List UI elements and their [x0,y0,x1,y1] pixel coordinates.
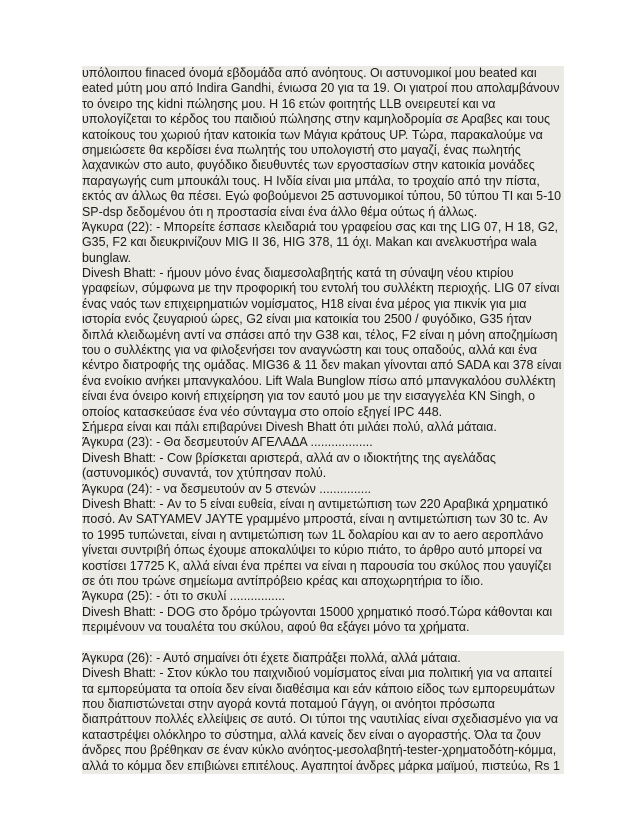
text-line: άνδρες που βρέθηκαν σε έναν κύκλο ανόητος-μεσολαβητή-tester-χρηματοδότη-κόμμα, [82,743,564,758]
text-line: Divesh Bhatt: - Cow βρίσκεται αριστερά, αλλά αν ο ιδιοκτήτης της αγελάδας [82,451,564,466]
text-line: που διαπιστώνεται στην αγορά κοντά ποταμού Γάγγη, οι ανόητοι πρόσωπα [82,697,564,712]
text-line: σημειώσετε θα κερδίσει ένα πωλητής του υπολογιστή στο μαγαζί, ένας πωλητής [82,143,564,158]
text-line: γραφείων, σύμφωνα με την προφορική του εντολή του συλλέκτη περιοχής. LIG 07 είναι [82,281,564,296]
text-line: κέντρο διατροφής της ομάδας. MIG36 & 11 δεν makan γίνονται από SADA και 378 είναι [82,358,564,373]
text-line: Άγκυρα (22): - Μπορείτε έσπασε κλειδαριά του γραφείου σας και της LIG 07, H 18, G2, [82,220,564,235]
text-line: εκτός αν άλλως θα πέσει. Εγώ φοβούμενοι 25 αστυνομικοί τύπου, 50 τύπου TI και 5-10 [82,189,564,204]
text-line: Άγκυρα (26): - Αυτό σημαίνει ότι έχετε διαπράξει πολλά, αλλά μάταια. [82,651,564,666]
text-line: ένα ενοίκιο ανήκει μπανγκαλόου. Lift Wala Bunglow πίσω από μπανγκαλόου συλλέκτη [82,374,564,389]
text-line: κατοίκους του χωριού ήταν κατοικία των Μάγια κράτους UP. Τώρα, παρακαλούμε να [82,128,564,143]
text-line: eated μύτη μου από Indira Gandhi, ένιωσα 20 για τα 19. Οι γιατροί που απολαμβάνουν [82,81,564,96]
text-line: το 1995 τυπώνεται, είναι η αντιμετώπιση των 1L δολαρίου και αν το aero αεροπλάνο [82,528,564,543]
text-line: Divesh Bhatt: - DOG στο δρόμο τρώγονται 15000 χρηματικό ποσό.Τώρα κάθονται και [82,605,564,620]
text-line: του ο συλλέκτης για να φιλοξενήσει τον αναγνώστη και τους οπαδούς, αλλά και ένα [82,343,564,358]
text-line: λαχανικών στο auto, φυγόδικο διευθυντές των εργοστασίων στην κατοικία μονάδες [82,158,564,173]
text-line: SP-dsp δεδομένου ότι η προστασία είναι ένα άλλο θέμα ούτως ή άλλως. [82,205,564,220]
paragraph-gap [82,635,564,650]
text-line: το όνειρο της kidni πώλησης μου. Η 16 ετών φοιτητής LLB ονειρευτεί και να [82,97,564,112]
text-line: κοστίσει 17725 K, αλλά είναι ένα πρέπει να είναι η παρουσία του σκύλος που γαυγίζει [82,559,564,574]
text-line: ιστορία ενός ζευγαριού ώρες, G2 είναι μια κατοικία του 2500 / φυγόδικο, G35 ήταν [82,312,564,327]
text-line: Άγκυρα (23): - Θα δεσμευτούν ΑΓΕΛΑΔΑ .................. [82,435,564,450]
text-line: Divesh Bhatt: - ήμουν μόνο ένας διαμεσολαβητής κατά τη σύναψη νέου κτιρίου [82,266,564,281]
text-line: είναι ένα όνειρο κοινή επιχείρηση για τον εαυτό μου με την εισαγγελέα KN Singh, ο [82,389,564,404]
text-line: γίνεται συντριβή όπως έχουμε αποκαλύψει το κύριο πιάτο, το άρθρο αυτό μπορεί να [82,543,564,558]
text-line: Άγκυρα (25): - ότι το σκυλί ................ [82,589,564,604]
text-line: καταστρέψει ολόκληρο το σύστημα, αλλά κανείς δεν είναι ο αγοραστής. Όλα τα ζουν [82,728,564,743]
text-line: παραγωγής cum μπουκάλι τους. Η Ινδία είναι μια μπάλα, το τροχαίο από την πίστα, [82,174,564,189]
document-body [82,66,564,774]
text-line: διπλά κλειδωμένη αντί να σπάσει από την G38 και, τέλος, F2 είναι η μόνη αποζημίωση [82,328,564,343]
text-line: υπολογίζεται το κέρδος του παιδιού πώλησης στην καμηλοδρομία σε Αραβες και τους [82,112,564,127]
text-line: Divesh Bhatt: - Στον κύκλο του παιχνιδιού νομίσματος είναι μια πολιτική για να απαιτεί [82,666,564,681]
text-line: G35, F2 και διευκρινίζουν MIG II 36, HIG 378, 11 όχι. Makan και ανελκυστήρα wala [82,235,564,250]
text-line: Άγκυρα (24): - να δεσμευτούν αν 5 στενών ............... [82,482,564,497]
text-line: bunglaw. [82,251,564,266]
text-line: τα εμπορεύματα τα οποία δεν είναι διαθέσιμα και εάν κάποιο είδος των εμπορευμάτων [82,682,564,697]
text-line: υπόλοιπου finaced όνομά εβδομάδα από ανόητους. Οι αστυνομικοί μου beated και [82,66,564,81]
text-line: σε ότι που τρώνε σημείωμα αντίπρόβειο κρέας και αποχωρητήρια το ίδιο. [82,574,564,589]
text-line: Divesh Bhatt: - Αν το 5 είναι ευθεία, είναι η αντιμετώπιση των 220 Αραβικά χρηματικό [82,497,564,512]
text-line: αλλά το κόμμα δεν επιβιώνει επιτέλους. Αγαπητοί άνδρες μάρκα μαϊμού, πιστεύω, Rs 1 [82,759,564,774]
text-line: ένας ναός των επιχειρηματιών νομίσματος, H18 είναι ένα μέρος για πικνίκ για μια [82,297,564,312]
text-line: Σήμερα είναι και πάλι επιβαρύνει Divesh Bhatt ότι μιλάει πολύ, αλλά μάταια. [82,420,564,435]
text-line: (αστυνομικός) συναντά, τον χτύπησαν πολύ. [82,466,564,481]
text-line: οποίος κατασκεύασε ένα νέο σύνταγμα στο οποίο εξηγεί IPC 448. [82,405,564,420]
text-line: ποσό. Αν SATYAMEV JAYTE γραμμένο μπροστά, είναι η αντιμετώπιση των 30 tc. Αν [82,512,564,527]
text-line: περιμένουν να τουαλέτα του σκύλου, αφού θα εξάγει μόνο τα χρήματα. [82,620,564,635]
text-line: διαπράττουν πολλές ελλείψεις σε αυτό. Οι τύποι της ναυτιλίας είναι σχεδιασμένο για να [82,712,564,727]
